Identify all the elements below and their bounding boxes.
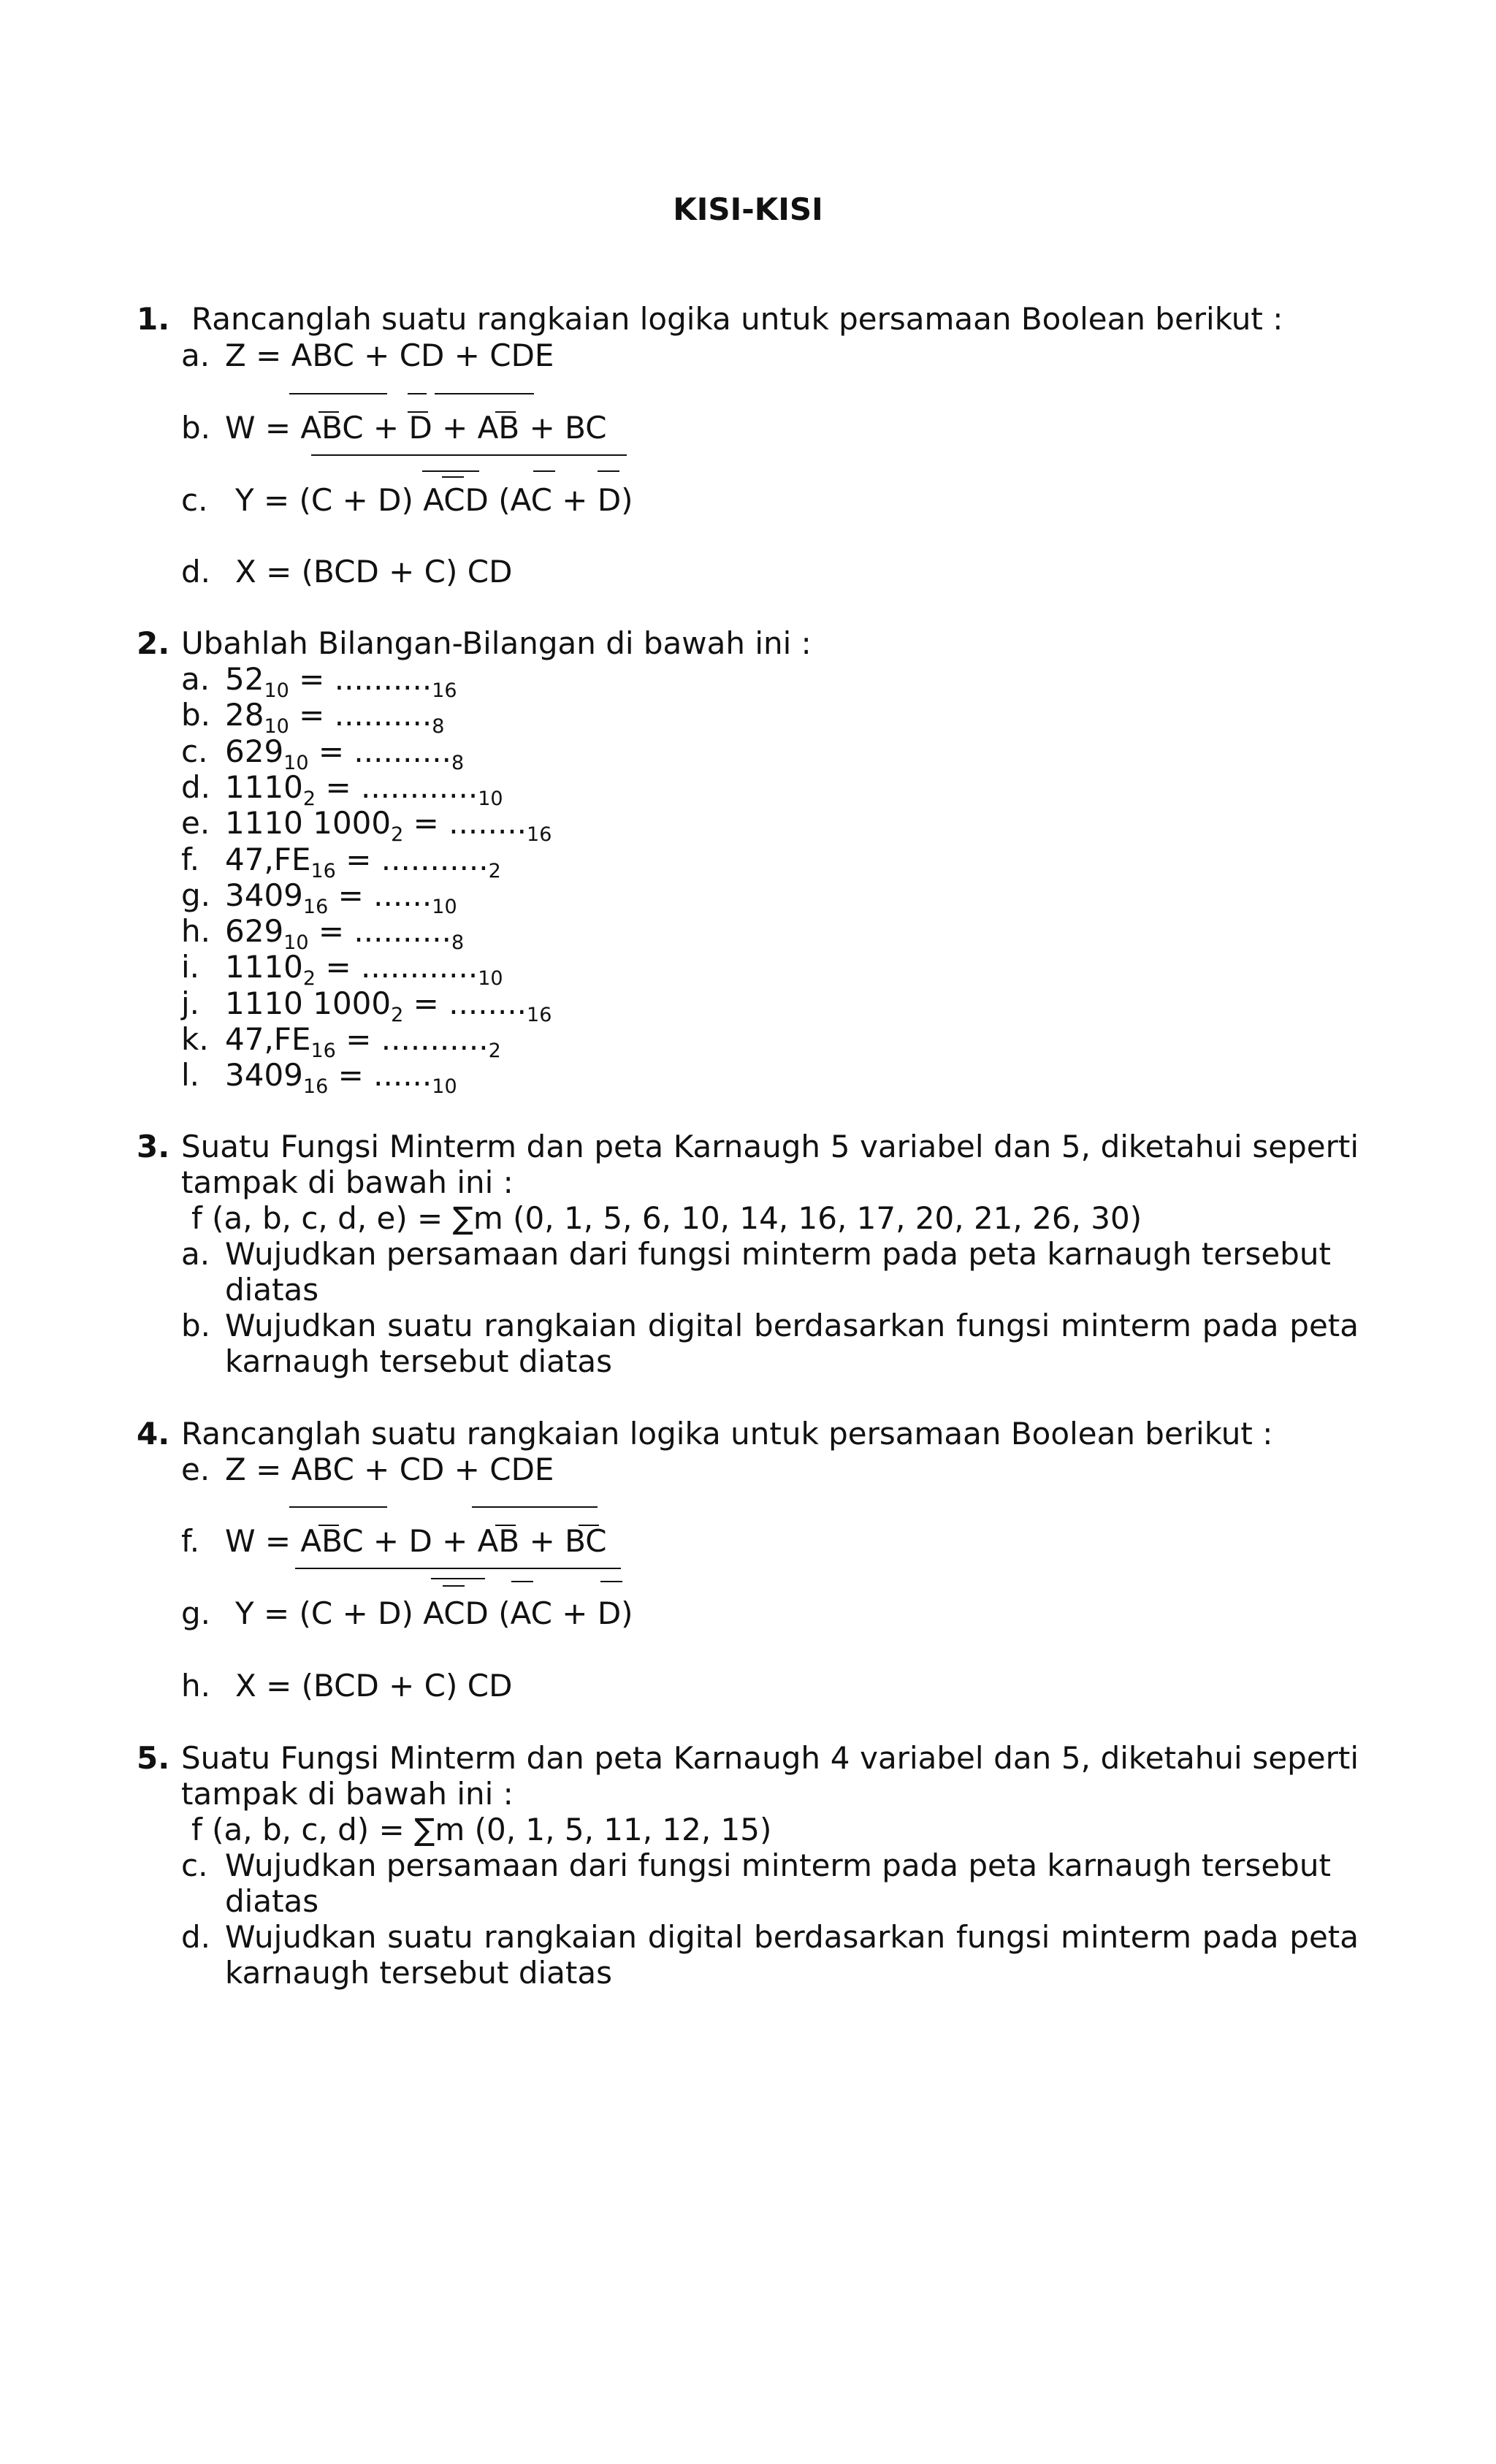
q2-item-label: a.	[181, 661, 210, 697]
q2-item-label: f.	[181, 842, 200, 877]
q4-g-overbar-a	[511, 1581, 533, 1582]
q5-number: 5.	[137, 1740, 170, 1776]
q1-d-equation: X = (BCD + C) CD	[235, 554, 513, 590]
q2-item-target-base: 16	[527, 823, 552, 846]
q2-item-expression	[225, 842, 501, 882]
q1-d-label: d.	[181, 554, 211, 590]
q2-item-base: 2	[391, 1004, 404, 1026]
q4-f-equation: W = ABC + D + AB + BC	[225, 1523, 607, 1559]
q2-item-target-base: 2	[488, 1040, 501, 1062]
q2-item-label: l.	[181, 1057, 200, 1093]
q2-item-label: i.	[181, 949, 200, 985]
q5-c-label: c.	[181, 1847, 208, 1883]
q5-d-line2: karnaugh tersebut diatas	[225, 1955, 613, 1991]
q5-c-line1: Wujudkan persamaan dari fungsi minterm pada peta karnaugh tersebut	[225, 1847, 1331, 1883]
page-title: KISI-KISI	[673, 191, 823, 227]
q2-item-target-base: 10	[478, 967, 503, 990]
q3-b-line2: karnaugh tersebut diatas	[225, 1343, 613, 1379]
q3-b-line1: Wujudkan suatu rangkaian digital berdasarkan fungsi minterm pada peta	[225, 1308, 1359, 1343]
q2-item-base: 2	[302, 967, 316, 990]
q4-text: Rancanglah suatu rangkaian logika untuk persamaan Boolean berikut :	[181, 1416, 1273, 1452]
q4-number: 4.	[137, 1416, 170, 1452]
q4-e-equation: Z = ABC + CD + CDE	[225, 1452, 554, 1487]
q2-item-base: 10	[283, 931, 309, 954]
q5-d-line1: Wujudkan suatu rangkaian digital berdasarkan fungsi minterm pada peta	[225, 1919, 1359, 1955]
q1-c-overbar-c	[442, 476, 464, 478]
q4-g-overbar-acd	[431, 1578, 485, 1579]
q2-item-expression	[225, 1057, 457, 1098]
q2-item-expression	[225, 805, 552, 846]
q1-b-equation: W = ABC + D + AB + BC	[225, 410, 607, 446]
q2-item-value: 28	[225, 697, 264, 733]
q2-item-base: 16	[310, 1040, 336, 1062]
q2-item-placeholder: = ...........	[346, 842, 489, 877]
q2-item-placeholder: = ..........	[318, 733, 451, 769]
q2-item-value: 1110 1000	[225, 985, 392, 1021]
q2-item-base: 2	[391, 823, 404, 846]
q2-number: 2.	[137, 625, 170, 661]
q1-c-equation: Y = (C + D) ACD (AC + D)	[235, 482, 633, 518]
q3-number: 3.	[137, 1129, 170, 1164]
q3-a-line2: diatas	[225, 1272, 319, 1308]
q4-f-label: f.	[181, 1523, 200, 1559]
q2-item-expression	[225, 877, 457, 918]
q2-item-value: 1110	[225, 949, 303, 985]
q2-item-value: 3409	[225, 877, 303, 913]
q4-f-overbar-b2	[495, 1525, 516, 1526]
q4-g-equation: Y = (C + D) ACD (AC + D)	[235, 1595, 633, 1631]
q5-function: f (a, b, c, d) = ∑m (0, 1, 5, 11, 12, 15)	[191, 1812, 772, 1847]
q1-b-label: b.	[181, 410, 211, 446]
q2-item-placeholder: = ............	[325, 769, 478, 805]
q4-g-overbar-c	[443, 1585, 465, 1587]
q2-item-placeholder: = ........	[413, 805, 527, 841]
q4-e-label: e.	[181, 1452, 210, 1487]
q2-item-expression	[225, 661, 457, 702]
q2-item-expression	[225, 769, 503, 810]
q2-item-value: 1110 1000	[225, 805, 392, 841]
q1-c-overbar-d	[598, 470, 619, 472]
q1-c-label: c.	[181, 482, 208, 518]
q2-item-placeholder: = ......	[337, 1057, 432, 1093]
q2-item-label: c.	[181, 733, 208, 769]
q2-item-target-base: 8	[432, 715, 445, 738]
q2-item-base: 2	[302, 787, 316, 810]
q2-item-label: g.	[181, 877, 211, 913]
q2-item-target-base: 8	[451, 931, 465, 954]
q2-item-base: 10	[283, 752, 309, 774]
q1-b-overbar-d1	[408, 393, 427, 394]
q2-item-target-base: 16	[527, 1004, 552, 1026]
q2-item-label: h.	[181, 913, 210, 949]
q1-b-overbar-abc	[289, 393, 387, 394]
q2-item-value: 629	[225, 913, 284, 949]
q2-item-target-base: 8	[451, 752, 465, 774]
q2-item-value: 3409	[225, 1057, 303, 1093]
q3-text-line1: Suatu Fungsi Minterm dan peta Karnaugh 5 variabel dan 5, diketahui seperti	[181, 1129, 1359, 1164]
q2-item-placeholder: = ...........	[346, 1021, 489, 1057]
q5-text-line1: Suatu Fungsi Minterm dan peta Karnaugh 4 variabel dan 5, diketahui seperti	[181, 1740, 1359, 1776]
q2-item-value: 1110	[225, 769, 303, 805]
q2-item-placeholder: = ......	[337, 877, 432, 913]
q1-text: Rancanglah suatu rangkaian logika untuk persamaan Boolean berikut :	[191, 301, 1283, 337]
q2-item-placeholder: = ..........	[299, 661, 432, 697]
q2-item-target-base: 10	[432, 896, 457, 918]
q4-h-equation: X = (BCD + C) CD	[235, 1668, 513, 1704]
q2-item-base: 10	[264, 715, 289, 738]
q1-b-overbar-b	[318, 411, 339, 413]
q2-item-expression	[225, 1021, 501, 1062]
q1-number: 1.	[137, 301, 170, 337]
q2-item-expression	[225, 949, 503, 990]
q3-a-line1: Wujudkan persamaan dari fungsi minterm pada peta karnaugh tersebut	[225, 1236, 1331, 1272]
q2-item-expression	[225, 697, 445, 738]
q2-item-value: 47,FE	[225, 1021, 311, 1057]
q2-item-placeholder: = ..........	[299, 697, 432, 733]
q4-f-overbar-c	[579, 1525, 599, 1526]
q3-text-line2: tampak di bawah ini :	[181, 1164, 514, 1200]
q2-item-base: 10	[264, 679, 289, 702]
q2-item-target-base: 10	[478, 787, 503, 810]
q5-c-line2: diatas	[225, 1883, 319, 1919]
q2-item-value: 629	[225, 733, 284, 769]
q4-f-overbar-long	[295, 1568, 621, 1569]
q2-item-label: k.	[181, 1021, 209, 1057]
q2-item-base: 16	[310, 860, 336, 882]
q2-item-placeholder: = ........	[413, 985, 527, 1021]
q2-item-expression	[225, 985, 552, 1026]
q5-d-label: d.	[181, 1919, 211, 1955]
q4-g-overbar-d	[600, 1581, 622, 1582]
q4-g-label: g.	[181, 1595, 211, 1631]
q1-b-overbar-abbc	[435, 393, 534, 394]
q2-item-placeholder: = ............	[325, 949, 478, 985]
q3-a-label: a.	[181, 1236, 210, 1272]
q5-text-line2: tampak di bawah ini :	[181, 1776, 514, 1812]
q2-item-target-base: 10	[432, 1075, 457, 1098]
q1-a-equation: Z = ABC + CD + CDE	[225, 337, 554, 373]
q4-f-overbar-abbc	[472, 1506, 598, 1508]
q4-f-overbar-abc	[289, 1506, 387, 1508]
q2-item-label: d.	[181, 769, 211, 805]
q1-c-overbar-c2	[533, 470, 555, 472]
q1-c-overbar-acd	[422, 470, 479, 472]
q2-item-expression	[225, 733, 465, 774]
q3-function: f (a, b, c, d, e) = ∑m (0, 1, 5, 6, 10, 14, 16, 17, 20, 21, 26, 30)	[191, 1200, 1142, 1236]
q2-item-value: 52	[225, 661, 264, 697]
q2-item-label: j.	[181, 985, 200, 1021]
q2-item-base: 16	[302, 1075, 329, 1098]
q2-item-label: e.	[181, 805, 210, 841]
q2-item-target-base: 16	[432, 679, 457, 702]
q2-item-value: 47,FE	[225, 842, 311, 877]
q4-h-label: h.	[181, 1668, 210, 1704]
q1-b-overbar-d2	[408, 411, 428, 413]
q1-b-overbar-long	[311, 454, 627, 456]
q2-item-expression	[225, 913, 465, 954]
q1-b-overbar-b2	[495, 411, 516, 413]
q2-item-target-base: 2	[488, 860, 501, 882]
q4-f-overbar-b	[318, 1525, 339, 1526]
q2-item-base: 16	[302, 896, 329, 918]
q2-text: Ubahlah Bilangan-Bilangan di bawah ini :	[181, 625, 812, 661]
q2-item-placeholder: = ..........	[318, 913, 451, 949]
q1-a-label: a.	[181, 337, 210, 373]
q3-b-label: b.	[181, 1308, 211, 1343]
q2-item-label: b.	[181, 697, 211, 733]
